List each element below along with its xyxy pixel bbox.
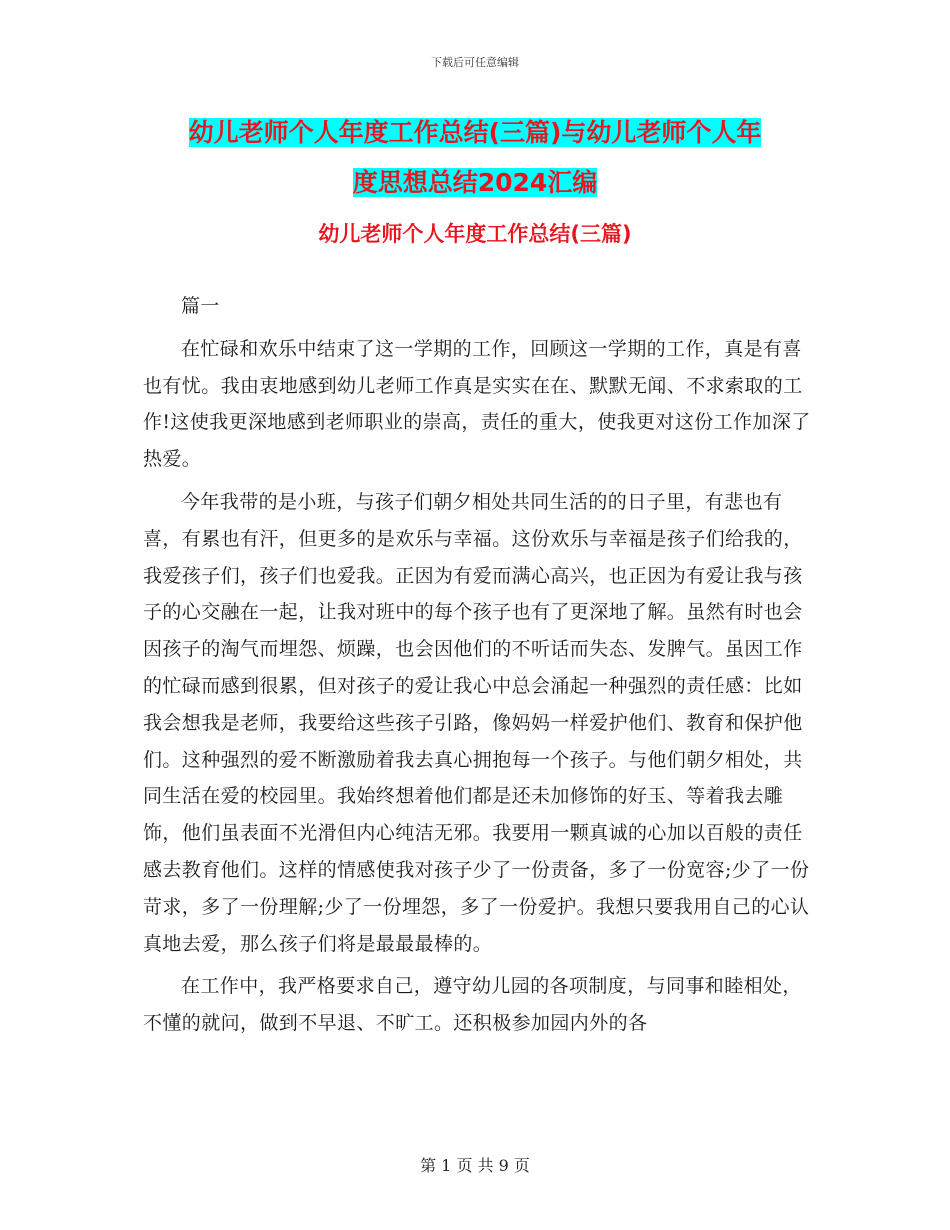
header-note: 下载后可任意编辑: [431, 56, 519, 69]
page-number-footer: 第 1 页 共 9 页: [420, 1156, 530, 1175]
paragraph: 在忙碌和欢乐中结束了这一学期的工作，回顾这一学期的工作，真是有喜也有忧。我由衷地感到幼儿老师工作真是实实在在、默默无闻、不求索取的工作!这使我更深地感到老师职业的崇高，责任的重大，使我更对这份工作加深了热爱。: [143, 337, 811, 471]
title-line-1: 幼儿老师个人年度工作总结(三篇)与幼儿老师个人年: [188, 118, 762, 147]
paragraph: 今年我带的是小班，与孩子们朝夕相处共同生活的的日子里，有悲也有喜，有累也有汗，但更多的是欢乐与幸福。这份欢乐与幸福是孩子们给我的，我爱孩子们，孩子们也爱我。正因为有爱而满心高兴，也正因为有爱让我与孩子的心交融在一起，让我对班中的每个孩子也有了更深地了解。虽然有时也会因孩子的淘气而埋怨、烦躁，也会因他们的不听话而失态、发脾气。虽因工作的忙碌而感到很累，但对孩子的爱让我心中总会涌起一种强烈的责任感：比如我会想我是老师，我要给这些孩子引路，像妈妈一样爱护他们、教育和保护他们。这种强烈的爱不断激励着我去真心拥抱每一个孩子。与他们朝夕相处，共同生活在爱的校园里。我始终想着他们都是还未加修饰的好玉、等着我去雕饰，他们虽表面不光滑但内心纯洁无邪。我要用一颗真诚的心加以百般的责任感去教育他们。这样的情感使我对孩子少了一份责备，多了一份宽容;少了一份苛求，多了一份理解;少了一份埋怨，多了一份爱护。我想只要我用自己的心认真地去爱，那么孩子们将是最最最棒的。: [143, 490, 810, 955]
paragraph-heading: 篇一: [181, 295, 220, 317]
paragraph: 在工作中，我严格要求自己，遵守幼儿园的各项制度，与同事和睦相处，不懂的就问，做到不早退、不旷工。还积极参加园内外的各: [143, 975, 802, 1035]
body-text: [143, 288, 813, 1042]
section-title: 幼儿老师个人年度工作总结(三篇): [318, 222, 632, 246]
document-title: [140, 108, 810, 208]
title-line-2: 度思想总结2024汇编: [352, 168, 598, 197]
